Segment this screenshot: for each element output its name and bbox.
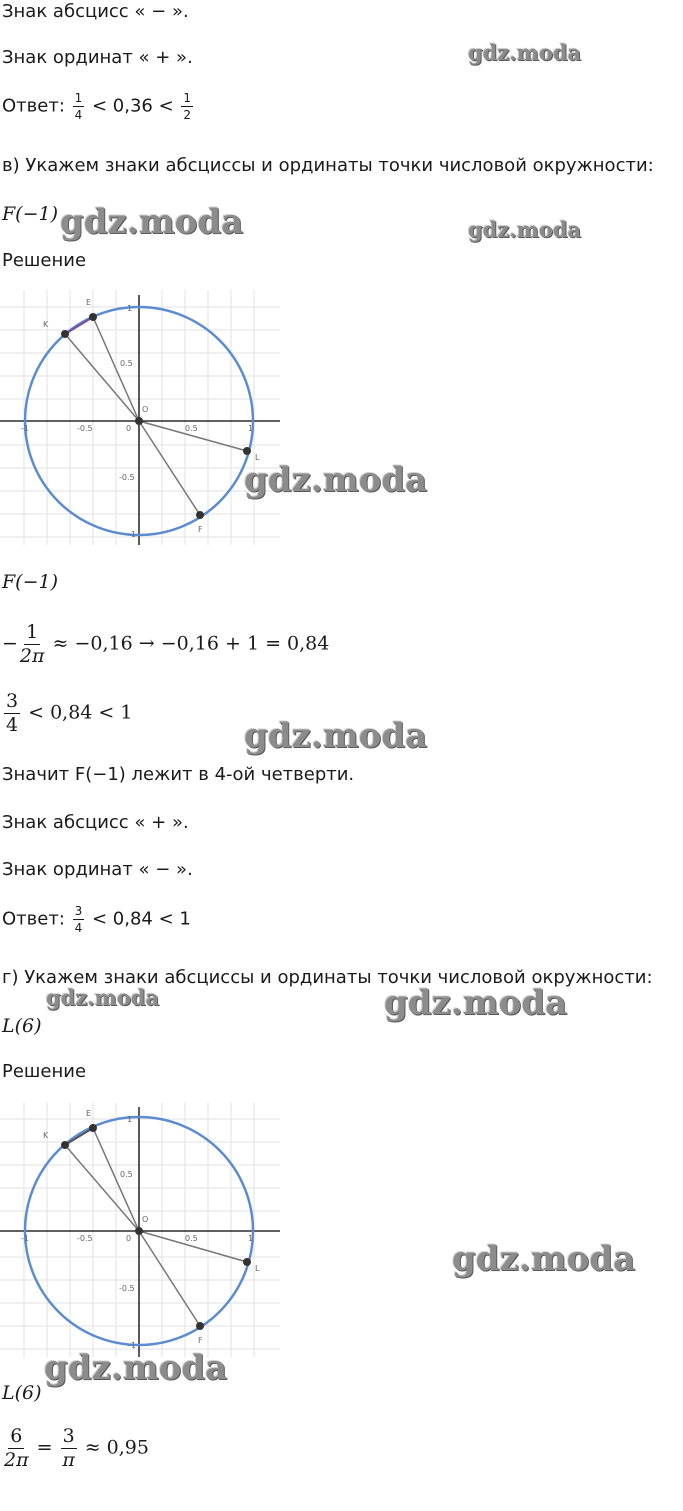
- label-l: L: [255, 453, 260, 462]
- fraction-three-over-pi: $\frac{3}{\pi}$: [62, 1425, 75, 1471]
- sign-ordinate-line: Знак ординат « + ».: [2, 47, 193, 68]
- watermark: gdz.moda: [46, 985, 160, 1010]
- watermark: gdz.moda: [44, 1348, 228, 1388]
- point-o: [135, 1227, 143, 1235]
- label-k: K: [43, 1131, 49, 1140]
- calc-line-f: − $\frac{1}{2\pi}$ ≈ −0,16 → −0,16 + 1 = 0,84: [2, 621, 330, 667]
- point-f-label: F(−1): [2, 203, 59, 225]
- tick-x-pos1: 1: [248, 1234, 254, 1243]
- label-o: O: [142, 1215, 149, 1224]
- tick-x-zero: 0: [126, 424, 132, 433]
- tick-y-neg05: -0.5: [119, 473, 135, 482]
- sign-ordinate-line-2: Знак ординат « − ».: [2, 859, 193, 880]
- inequality-line-f: $\frac{3}{4}$ < 0,84 < 1: [6, 690, 133, 736]
- tick-x-zero: 0: [126, 1234, 132, 1243]
- tick-y-neg1: -1: [128, 1341, 136, 1350]
- tick-x-pos05: 0.5: [185, 1234, 198, 1243]
- tick-x-neg05: -0.5: [77, 1234, 93, 1243]
- tick-x-neg1: -1: [21, 1234, 29, 1243]
- fraction-three-quarters-2: $\frac{3}{4}$: [74, 904, 83, 935]
- point-l-label-2: L(6): [2, 1382, 42, 1404]
- watermark: gdz.moda: [468, 217, 582, 242]
- label-k: K: [43, 320, 49, 329]
- watermark: gdz.moda: [468, 40, 582, 65]
- label-o: O: [142, 405, 149, 414]
- sign-abscissa-line: Знак абсцисс « − ».: [2, 1, 189, 22]
- tick-y-pos05: 0.5: [120, 359, 133, 368]
- tick-y-pos1: 1: [127, 1115, 133, 1124]
- tick-y-neg1: -1: [128, 530, 136, 539]
- tick-y-pos1: 1: [127, 304, 133, 313]
- fraction-one-over-two-pi: $\frac{1}{2\pi}$: [19, 621, 45, 667]
- fraction-three-quarters: $\frac{3}{4}$: [6, 690, 19, 736]
- point-l: [243, 1258, 251, 1266]
- label-l: L: [255, 1264, 260, 1273]
- unit-circle-graph-2: [0, 1102, 280, 1362]
- label-e: E: [86, 1109, 92, 1118]
- watermark: gdz.moda: [452, 1239, 636, 1279]
- point-l-label: L(6): [2, 1015, 42, 1037]
- fraction-one-quarter: $\frac{1}{4}$: [74, 91, 83, 122]
- point-e: [89, 1124, 97, 1132]
- fraction-six-over-two-pi: $\frac{6}{2\pi}$: [4, 1425, 29, 1471]
- point-f-label-2: F(−1): [2, 571, 59, 593]
- point-k: [61, 1141, 69, 1149]
- answer-line-b: Ответ: $\frac{1}{4}$ < 0,36 < $\frac{1}{2}$: [2, 91, 192, 122]
- label-f: F: [198, 1336, 203, 1345]
- task-v-heading: в) Укажем знаки абсциссы и ординаты точки числовой окружности:: [2, 155, 654, 176]
- answer-line-v: Ответ: $\frac{3}{4}$ < 0,84 < 1: [2, 904, 191, 935]
- tick-x-neg05: -0.5: [77, 424, 93, 433]
- watermark: gdz.moda: [244, 460, 428, 500]
- point-e: [89, 313, 97, 321]
- watermark: gdz.moda: [60, 202, 244, 242]
- watermark: gdz.moda: [244, 716, 428, 756]
- answer-label-2: Ответ:: [2, 908, 71, 930]
- solution-heading-2: Решение: [2, 1061, 87, 1082]
- tick-x-neg1: -1: [21, 424, 29, 433]
- answer-label: Ответ:: [2, 95, 65, 117]
- label-e: E: [86, 298, 92, 307]
- solution-heading-1: Решение: [2, 250, 87, 271]
- calc-line-l: $\frac{6}{2\pi}$ = $\frac{3}{\pi}$ ≈ 0,95: [4, 1425, 149, 1471]
- watermark: gdz.moda: [384, 983, 568, 1023]
- tick-x-pos05: 0.5: [185, 424, 198, 433]
- fraction-one-half: $\frac{1}{2}$: [183, 91, 192, 122]
- point-f: [196, 1322, 204, 1330]
- point-k: [61, 330, 69, 338]
- tick-x-pos1: 1: [248, 424, 254, 433]
- point-o: [135, 417, 143, 425]
- tick-y-neg05: -0.5: [119, 1284, 135, 1293]
- point-l: [243, 447, 251, 455]
- task-g-heading: г) Укажем знаки абсциссы и ординаты точки числовой окружности:: [2, 967, 653, 988]
- quarter-conclusion: Значит F(−1) лежит в 4-ой четверти.: [2, 764, 355, 785]
- sign-abscissa-line-2: Знак абсцисс « + ».: [2, 812, 189, 833]
- tick-y-pos05: 0.5: [120, 1170, 133, 1179]
- point-f: [196, 511, 204, 519]
- label-f: F: [198, 525, 203, 534]
- unit-circle-graph-1: [0, 290, 280, 550]
